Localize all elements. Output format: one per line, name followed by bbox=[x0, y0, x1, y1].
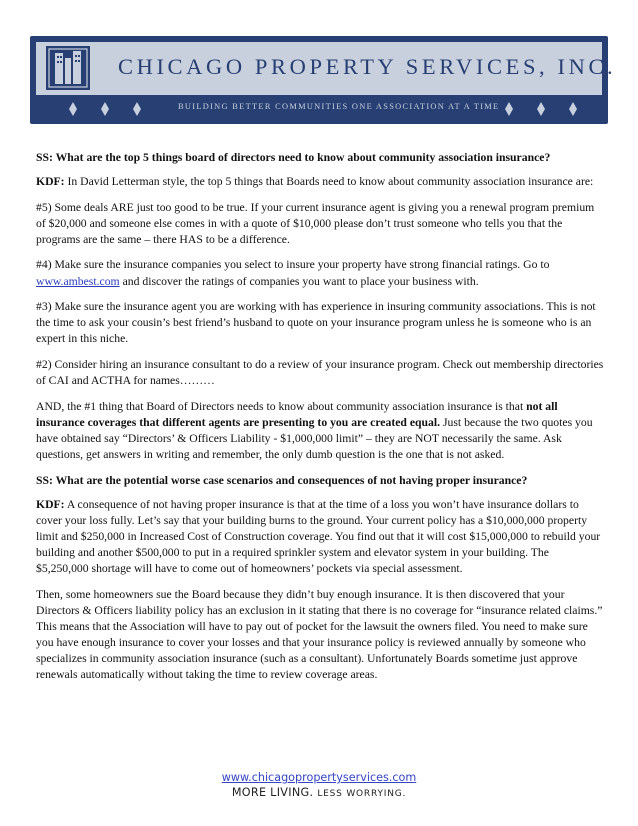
motto bbox=[0, 786, 638, 799]
tip-4 bbox=[36, 257, 604, 289]
tip-3: #3) Make sure the insurance agent you are working with has experience in insuring community associations. This is not the time to ask your cousin’s best friend’s husband to quote on your insurance program unless he is someone who is an expert in this niche. bbox=[36, 300, 596, 346]
ambest-link[interactable]: www.ambest.com bbox=[36, 274, 120, 288]
answer-2-text: A consequence of not having proper insurance is that at the time of a loss you won’t have insurance dollars to cover your loss fully. Let’s say that your building burns to the ground. Your current policy has a $10,000,000 property limit and $250,000 in Increased Cost of Construction coverage. You find out that it will cost $15,000,000 to rebuild your building and another $500,000 to put in a required sprinkler system and elevator system in your building. The $5,250,000 shortage will have to come out of homeowners’ pockets via special assessment. bbox=[36, 497, 601, 575]
kdf-label-2: KDF: bbox=[36, 497, 65, 511]
tip-4-text-b: and discover the ratings of companies you want to place your business with. bbox=[119, 274, 479, 288]
motto-more-living: MORE LIVING. bbox=[231, 786, 314, 799]
answer-intro-text: In David Letterman style, the top 5 things that Boards need to know about community association insurance are: bbox=[64, 175, 594, 189]
article-body bbox=[36, 150, 604, 693]
header-top-band bbox=[36, 42, 617, 95]
header-banner bbox=[30, 36, 617, 124]
closing-paragraph: Then, some homeowners sue the Board because they didn’t buy enough insurance. It is then discovered that your Directors & Officers liability policy has an exclusion in it stating that there is no coverage for “insurance related claims.” This means that the Association will have to pay out of pocket for the lawsuit the owners filed. You need to make sure you have enough insurance to cover your losses and that your insurance policy is reviewed annually by someone who specializes in community association insurance (such as a consultant). Unfortunately Boards sometime just approve renewals automatically without taking the time to review coverage areas. bbox=[36, 587, 603, 682]
tip-1 bbox=[36, 399, 604, 463]
diamond-ornament-icon bbox=[132, 102, 142, 116]
tip-1-emphasis: not all insurance coverages that different agents are presenting to you are created equal. bbox=[36, 399, 558, 429]
diamond-ornament-icon bbox=[504, 102, 514, 116]
diamond-ornament-icon bbox=[568, 102, 578, 116]
question-2: SS: What are the potential worse case scenarios and consequences of not having proper insurance? bbox=[36, 473, 528, 487]
tip-5: #5) Some deals ARE just too good to be true. If your current insurance agent is giving you a renewal program premium of $20,000 and someone else comes in with a quote of $10,000 please don’t trust someone who tells you that the programs are the same – there HAS to be a difference. bbox=[36, 200, 595, 246]
motto-less-worrying: LESS WORRYING. bbox=[317, 789, 407, 799]
footer bbox=[0, 771, 638, 799]
tagline-row bbox=[30, 98, 608, 120]
diamond-ornament-icon bbox=[100, 102, 110, 116]
answer-2 bbox=[36, 497, 604, 577]
tip-4-text-a: #4) Make sure the insurance companies you select to insure your property have strong financial ratings. Go to bbox=[36, 258, 550, 272]
tip-1-text-a: AND, the #1 thing that Board of Directors needs to know about community association insurance is that bbox=[36, 399, 527, 413]
diamond-ornament-icon bbox=[536, 102, 546, 116]
website-link[interactable]: www.chicagopropertyservices.com bbox=[221, 771, 417, 784]
building-logo-icon bbox=[46, 46, 90, 90]
answer-intro bbox=[36, 174, 604, 190]
tip-2: #2) Consider hiring an insurance consultant to do a review of your insurance program. Check out membership directories of CAI and ACTHA for names……… bbox=[36, 357, 604, 388]
tip-1-text-b: Just because the two quotes you have obtained say “Directors’ & Officers Liability - $1,000,000 limit” – they are NOT necessarily the same. Ask questions, get answers in writing and remember, the only dumb question is the one that is not asked. bbox=[36, 415, 593, 461]
company-name: CHICAGO PROPERTY SERVICES, INC. bbox=[118, 54, 617, 79]
kdf-label: KDF: bbox=[36, 175, 65, 189]
tagline: BUILDING BETTER COMMUNITIES ONE ASSOCIATION AT A TIME bbox=[178, 102, 500, 111]
question-1: SS: What are the top 5 things board of directors need to know about community association insurance? bbox=[36, 151, 551, 164]
diamond-ornament-icon bbox=[68, 102, 78, 116]
